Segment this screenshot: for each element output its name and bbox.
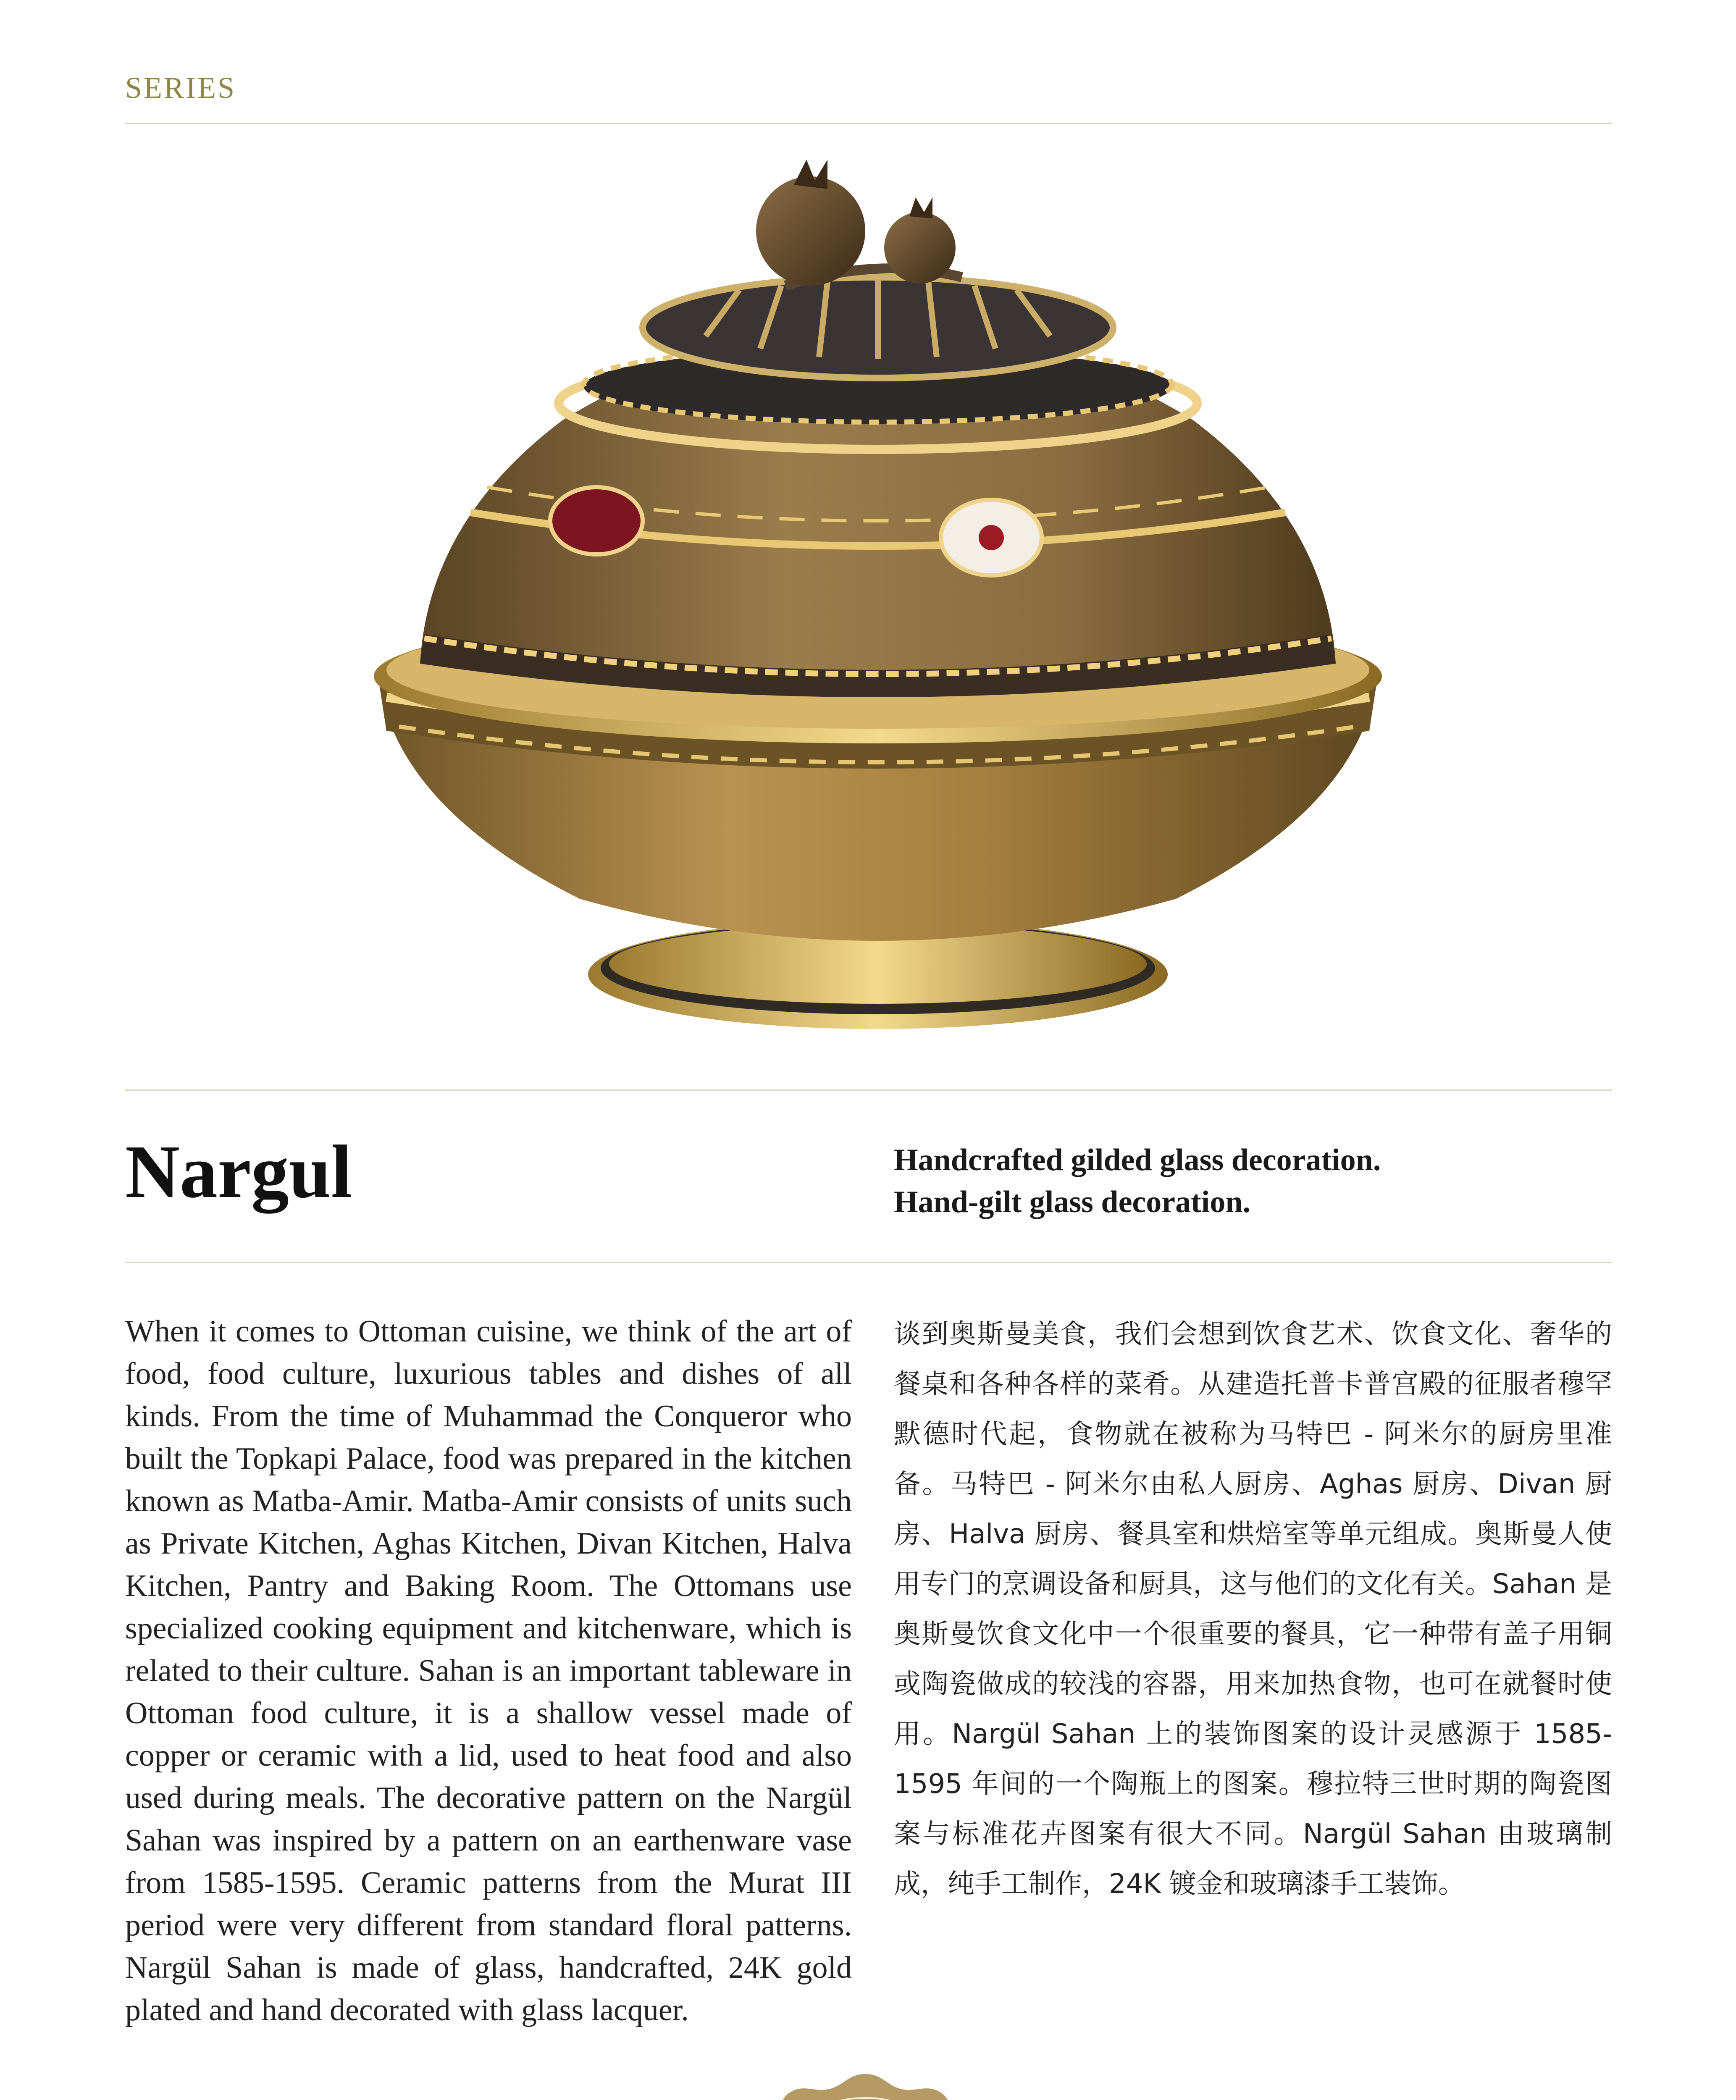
seal-scalloped-edge bbox=[726, 2074, 1005, 2100]
description-english: When it comes to Ottoman cuisine, we think of the art of food, food culture, luxurious tables and dishes of all kinds. From the time of Muhammad the Conqueror who built the Topkapi Palace, food was prepared in the kitchen known as Matba-Amir. Matba-Amir consists of units such as Private Kitchen, Aghas Kitchen, Divan Kitchen, Halva Kitchen, Pantry and Baking Room. The Ottomans use specialized cooking equipment and kitchenware, which is related to their culture. Sahan is an important tableware in Ottoman food culture, it is a shallow vessel made of copper or ceramic with a lid, used to heat food and also used during meals. The decorative pattern on the Nargül Sahan was inspired by a pattern on an earthenware vase from 1585-1595. Ceramic patterns from the Murat III period were very different from standard floral patterns. Nargül Sahan is made of glass, handcrafted, 24K gold plated and hand decorated with glass lacquer. bbox=[125, 1314, 852, 2027]
product-title: Nargul bbox=[125, 1130, 352, 1213]
tagline-line-2: Hand-gilt glass decoration. bbox=[894, 1185, 1250, 1219]
product-tagline bbox=[894, 1139, 1381, 1223]
limited-edition-seal bbox=[722, 2071, 1008, 2100]
series-label: SERIES bbox=[125, 71, 236, 105]
top-divider bbox=[125, 123, 1612, 124]
tagline-line-1: Handcrafted gilded glass decoration. bbox=[894, 1143, 1381, 1177]
product-image bbox=[361, 151, 1395, 1067]
description-chinese: 谈到奥斯曼美食，我们会想到饮食艺术、饮食文化、奢华的餐桌和各种各样的菜肴。从建造托普卡普宫殿的征服者穆罕默德时代起，食物就在被称为马特巴 - 阿米尔的厨房里准备。马特巴 - 阿米尔由私人厨房、Aghas 厨房、Divan 厨房、Halva 厨房、餐具室和烘焙室等单元组成。奥斯曼人使用专门的烹调设备和厨具，这与他们的文化有关。Sahan 是奥斯曼饮食文化中一个很重要的餐具，它一种带有盖子用铜或陶瓷做成的较浅的容器，用来加热食物，也可在就餐时使用。Nargül Sahan 上的装饰图案的设计灵感源于 1585-1595 年间的一个陶瓶上的图案。穆拉特三世时期的陶瓷图案与标准花卉图案有很大不同。Nargül Sahan 由玻璃制成，纯手工制作，24K 镀金和玻璃漆手工装饰。 bbox=[894, 1319, 1612, 1900]
image-divider bbox=[125, 1089, 1612, 1091]
title-divider bbox=[125, 1262, 1612, 1263]
